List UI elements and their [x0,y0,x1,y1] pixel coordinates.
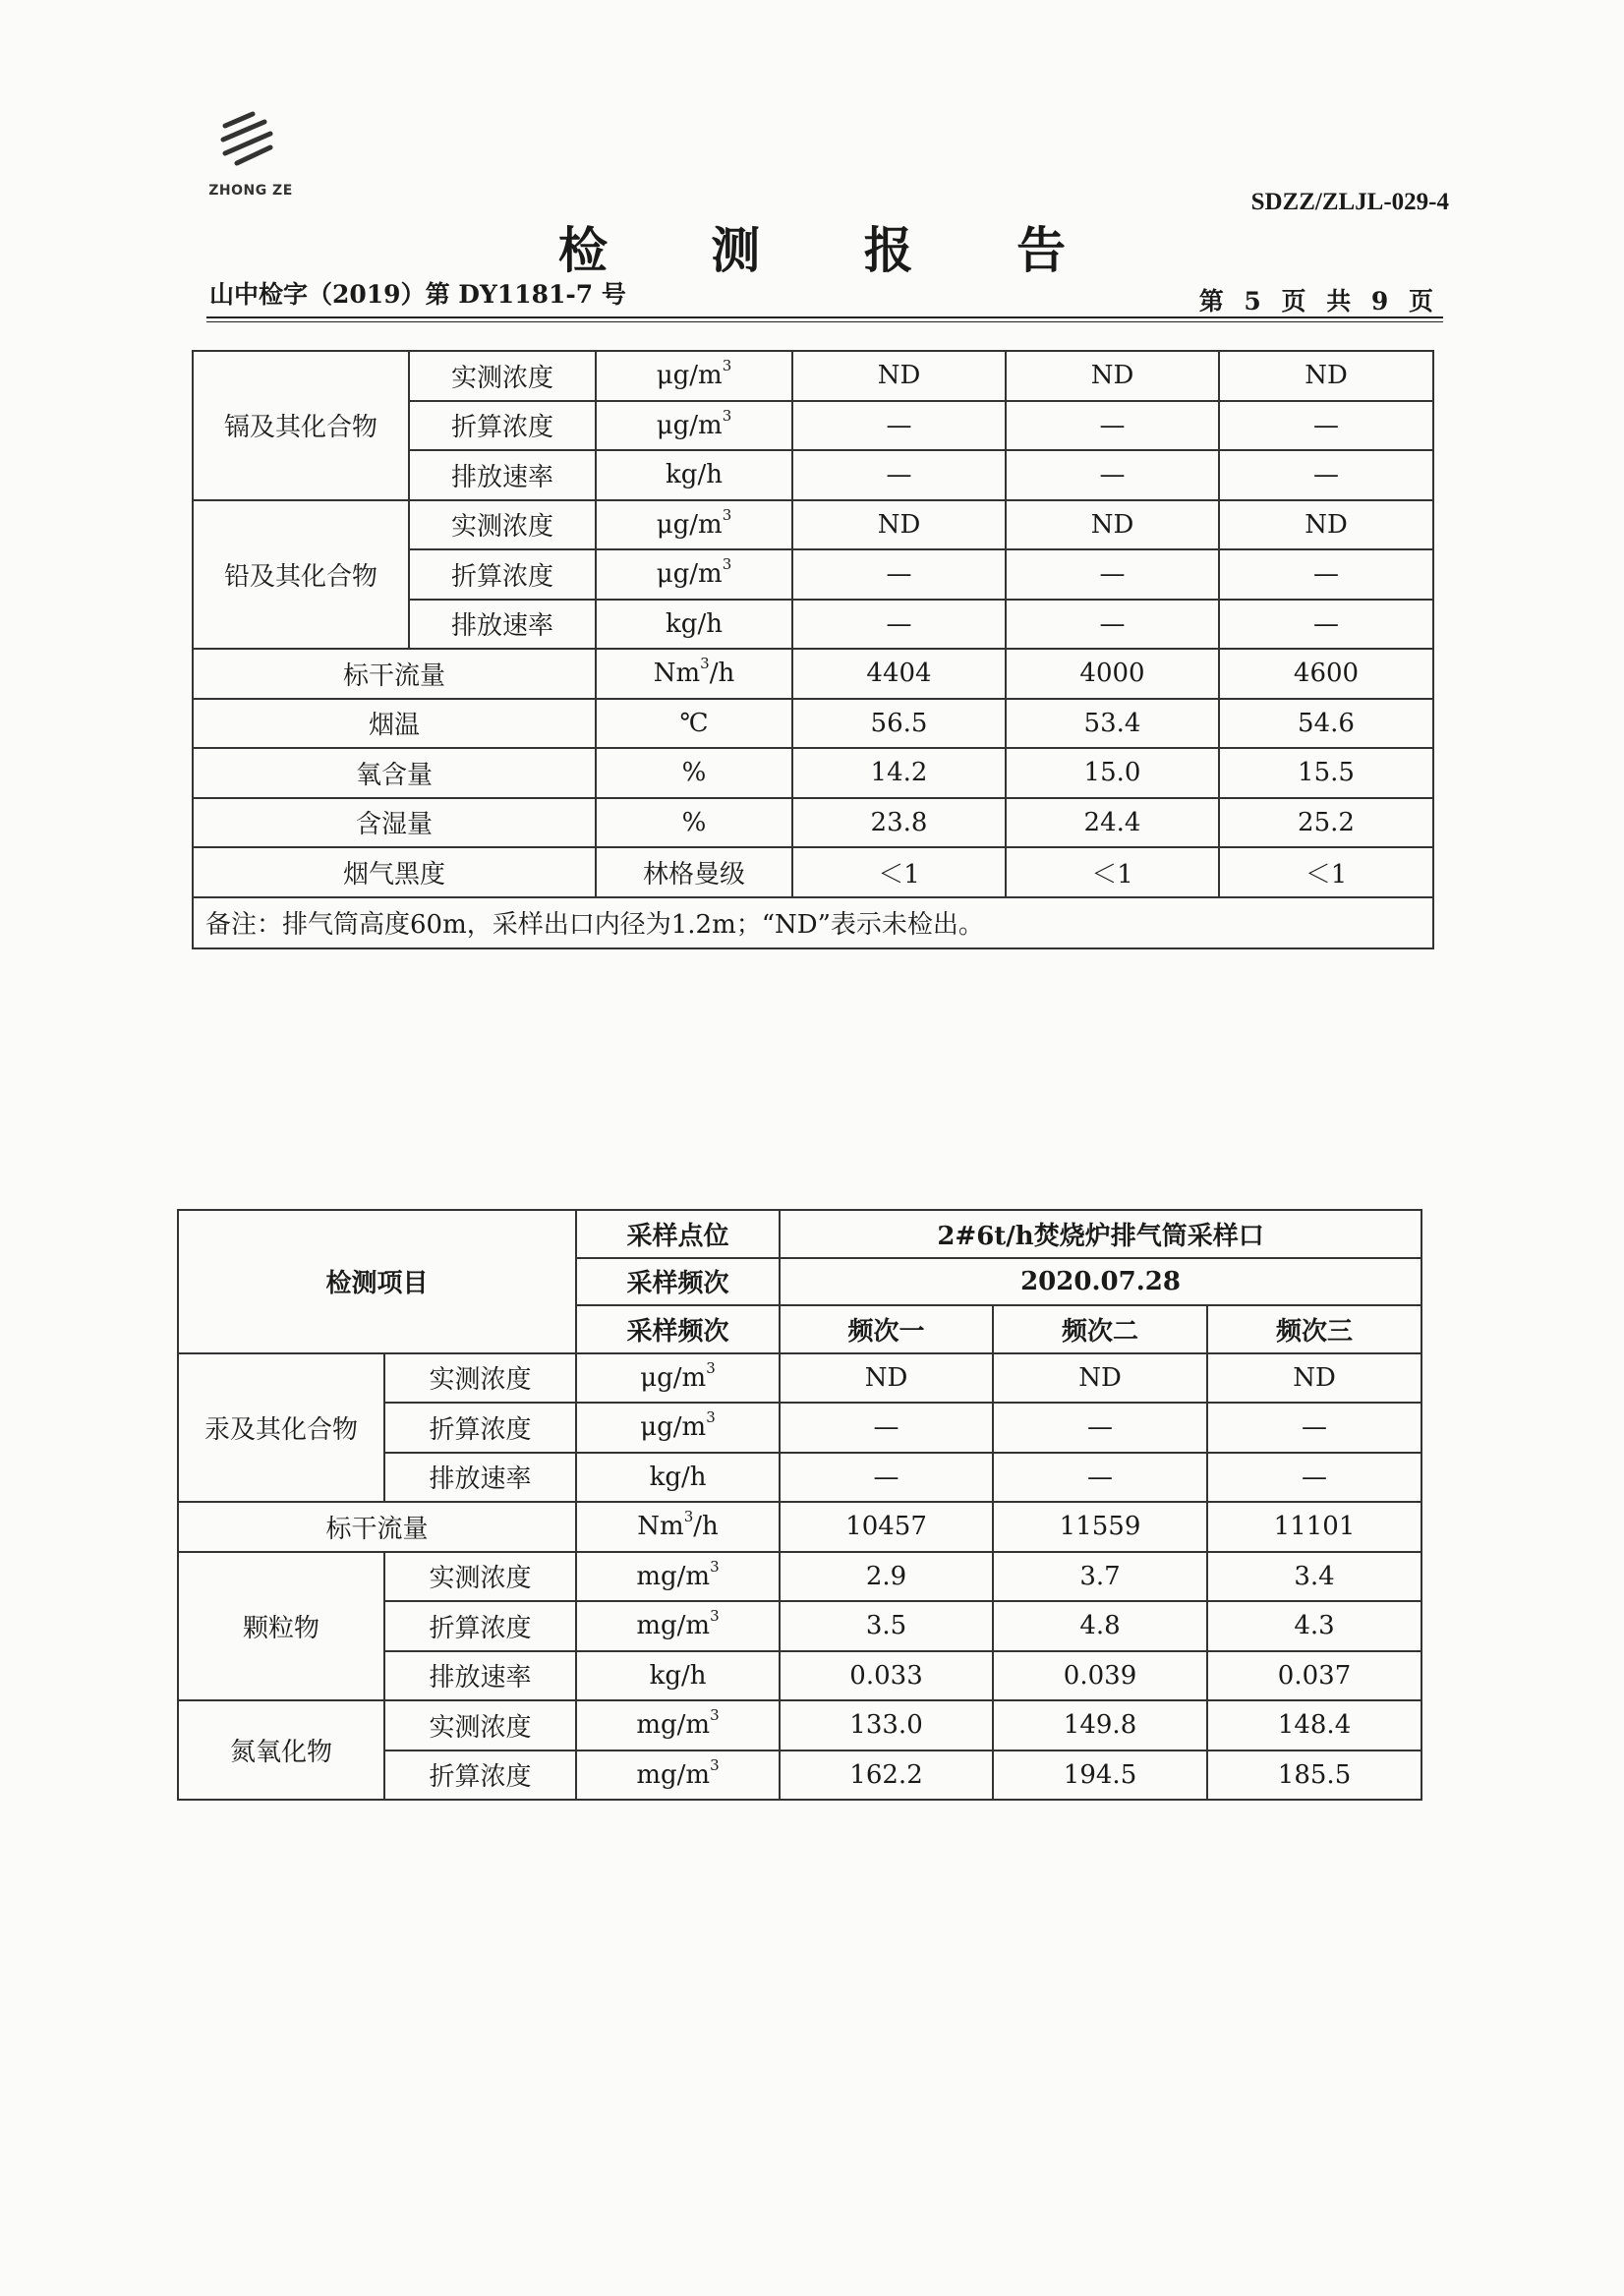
table-row [178,1353,1421,1404]
unit-base: mg/m [636,1710,711,1741]
logo-icon [213,108,282,177]
value-cell: ＜1 [792,847,1006,897]
group-name-cell: 镉及其化合物 [193,351,409,500]
value-cell: — [993,1403,1207,1453]
unit-cell [596,649,792,699]
value-cell: 148.4 [1207,1700,1421,1751]
table-row [193,699,1433,749]
value-cell: 0.037 [1207,1651,1421,1701]
unit-superscript: 3 [710,1607,720,1626]
value-cell: — [1219,401,1433,451]
value-cell: 15.0 [1006,748,1219,798]
value-cell: ＜1 [1219,847,1433,897]
value-cell: — [1006,549,1219,600]
value-cell: 25.2 [1219,798,1433,848]
value-cell: 24.4 [1006,798,1219,848]
item-cell: 实测浓度 [409,351,596,401]
value-cell: ND [1006,500,1219,550]
value-cell: — [792,600,1006,650]
freq-header-cell: 频次二 [993,1305,1207,1353]
unit-cell [596,500,792,550]
header-row [178,1210,1421,1258]
value-cell: 0.039 [993,1651,1207,1701]
value-cell: — [1207,1403,1421,1453]
item-cell: 排放速率 [409,600,596,650]
item-cell: 氧含量 [193,748,596,798]
value-cell: ＜1 [1006,847,1219,897]
unit-cell: % [596,748,792,798]
value-cell: 4600 [1219,649,1433,699]
unit-base: Nm [637,1512,684,1542]
item-cell: 折算浓度 [409,549,596,600]
unit-base: μg/m [640,1412,707,1443]
value-cell: — [780,1453,993,1503]
document-code: SDZZ/ZLJL-029-4 [1250,189,1449,215]
item-cell: 折算浓度 [384,1751,576,1801]
value-cell: 2.9 [780,1552,993,1602]
unit-cell [596,401,792,451]
unit-base: Nm [653,659,701,689]
item-cell: 排放速率 [409,450,596,500]
value-cell: ND [993,1353,1207,1404]
unit-superscript: 3 [700,655,710,673]
unit-base: mg/m [636,1611,711,1641]
value-cell: ND [792,351,1006,401]
value-cell: ND [792,500,1006,550]
value-cell: — [1006,600,1219,650]
item-cell: 折算浓度 [384,1403,576,1453]
point-value-cell: 2#6t/h焚烧炉排气筒采样口 [780,1210,1421,1258]
unit-superscript: 3 [722,555,732,574]
table-row [193,798,1433,848]
table-row [178,1552,1421,1602]
unit-cell: kg/h [576,1651,780,1701]
item-cell: 折算浓度 [409,401,596,451]
value-cell: 11559 [993,1502,1207,1552]
value-cell: ND [1219,500,1433,550]
value-cell: — [1006,450,1219,500]
value-cell: 3.5 [780,1601,993,1651]
value-cell: 4404 [792,649,1006,699]
item-cell: 实测浓度 [409,500,596,550]
value-cell: ND [780,1353,993,1404]
unit-superscript: 3 [683,1508,694,1526]
point-label-cell: 采样点位 [576,1210,780,1258]
table-row [193,649,1433,699]
unit-base: μg/m [656,361,723,391]
value-cell: — [1006,401,1219,451]
unit-base: μg/m [656,509,723,540]
company-logo [202,108,293,206]
value-cell: 15.5 [1219,748,1433,798]
project-label-cell: 检测项目 [178,1210,576,1353]
freq-label-cell: 采样频次 [576,1305,780,1353]
value-cell: — [1219,450,1433,500]
unit-cell: ℃ [596,699,792,749]
value-cell: 4.3 [1207,1601,1421,1651]
value-cell: — [792,401,1006,451]
unit-cell [576,1502,780,1552]
value-cell: — [780,1403,993,1453]
group-name-cell: 汞及其化合物 [178,1353,384,1503]
item-cell: 烟温 [193,699,596,749]
value-cell: — [792,450,1006,500]
unit-suffix: /h [709,659,735,689]
table-row [178,1700,1421,1751]
item-cell: 排放速率 [384,1651,576,1701]
freq-header-cell: 频次一 [780,1305,993,1353]
value-cell: — [1219,549,1433,600]
header-rule [206,316,1443,318]
results-table-1 [192,350,1434,949]
value-cell: ND [1219,351,1433,401]
value-cell: ND [1006,351,1219,401]
item-cell: 含湿量 [193,798,596,848]
unit-cell [576,1601,780,1651]
date-label-cell: 采样频次 [576,1258,780,1306]
unit-cell: kg/h [596,600,792,650]
results-table-2 [177,1209,1422,1801]
header-rule-thin [206,321,1443,322]
note-cell: 备注：排气筒高度60m，采样出口内径为1.2m；“ND”表示未检出。 [193,897,1433,948]
item-cell: 排放速率 [384,1453,576,1503]
unit-superscript: 3 [706,1358,716,1377]
item-cell: 实测浓度 [384,1353,576,1404]
value-cell: 14.2 [792,748,1006,798]
item-cell: 烟气黑度 [193,847,596,897]
value-cell: 185.5 [1207,1751,1421,1801]
unit-suffix: /h [693,1512,719,1542]
logo-text: ZHONG ZE [208,183,293,199]
group-name-cell: 铅及其化合物 [193,500,409,650]
unit-cell: % [596,798,792,848]
item-cell: 实测浓度 [384,1700,576,1751]
value-cell: 11101 [1207,1502,1421,1552]
value-cell: — [1207,1453,1421,1503]
value-cell: 4.8 [993,1601,1207,1651]
table-row [178,1502,1421,1552]
table-row [193,500,1433,550]
group-name-cell: 氮氧化物 [178,1700,384,1800]
value-cell: 54.6 [1219,699,1433,749]
value-cell: — [993,1453,1207,1503]
note-row [193,897,1433,948]
unit-superscript: 3 [710,1557,720,1576]
value-cell: — [792,549,1006,600]
unit-cell [576,1403,780,1453]
value-cell: 133.0 [780,1700,993,1751]
unit-cell: 林格曼级 [596,847,792,897]
unit-cell [576,1751,780,1801]
table-row [193,351,1433,401]
unit-superscript: 3 [706,1408,716,1427]
unit-cell [576,1700,780,1751]
unit-superscript: 3 [710,1706,720,1725]
date-value-cell: 2020.07.28 [780,1258,1421,1306]
unit-cell [596,549,792,600]
unit-superscript: 3 [710,1755,720,1774]
item-cell: 折算浓度 [384,1601,576,1651]
unit-cell: kg/h [596,450,792,500]
item-cell: 标干流量 [193,649,596,699]
value-cell: — [1219,600,1433,650]
value-cell: 56.5 [792,699,1006,749]
unit-base: mg/m [636,1561,711,1591]
page-title: 检 测 报 告 [557,221,1110,279]
unit-cell: kg/h [576,1453,780,1503]
unit-cell [576,1552,780,1602]
value-cell: 4000 [1006,649,1219,699]
page-number: 第 5 页 共 9 页 [1198,287,1439,316]
unit-base: μg/m [656,410,723,440]
value-cell: 3.7 [993,1552,1207,1602]
item-cell: 标干流量 [178,1502,576,1552]
unit-cell [576,1353,780,1404]
table-row [193,748,1433,798]
value-cell: 149.8 [993,1700,1207,1751]
unit-superscript: 3 [722,357,732,375]
value-cell: 53.4 [1006,699,1219,749]
unit-cell [596,351,792,401]
value-cell: 3.4 [1207,1552,1421,1602]
group-name-cell: 颗粒物 [178,1552,384,1701]
value-cell: 0.033 [780,1651,993,1701]
table-row [193,847,1433,897]
unit-base: μg/m [640,1362,707,1393]
value-cell: 194.5 [993,1751,1207,1801]
value-cell: 162.2 [780,1751,993,1801]
unit-superscript: 3 [722,505,732,524]
value-cell: 10457 [780,1502,993,1552]
unit-superscript: 3 [722,406,732,425]
unit-base: μg/m [656,559,723,590]
freq-header-cell: 频次三 [1207,1305,1421,1353]
report-number: 山中检字（2019）第 DY1181-7 号 [209,280,626,309]
value-cell: 23.8 [792,798,1006,848]
value-cell: ND [1207,1353,1421,1404]
item-cell: 实测浓度 [384,1552,576,1602]
unit-base: mg/m [636,1759,711,1790]
